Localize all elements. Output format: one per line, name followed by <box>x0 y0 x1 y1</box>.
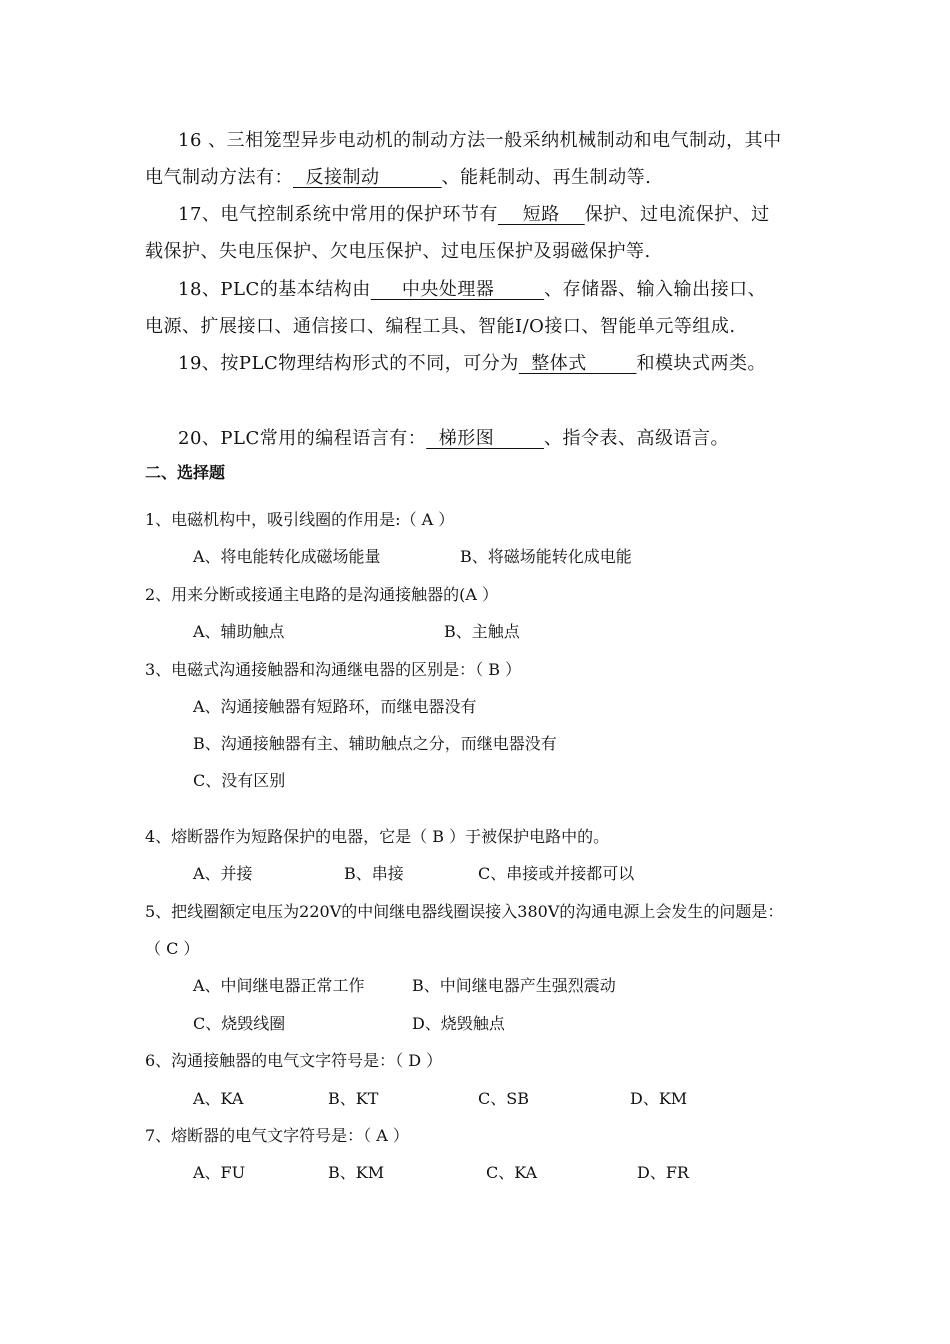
question-1-stem: 1、电磁机构中，吸引线圈的作用是:（ A ） <box>145 510 455 529</box>
question-6-option-d: D、KM <box>630 1089 688 1108</box>
question-5-answer: （ C ） <box>145 939 200 958</box>
question-2-stem: 2、用来分断或接通主电路的是沟通接触器的(A ） <box>145 585 499 604</box>
question-5-option-a: A、中间继电器正常工作 <box>193 976 365 995</box>
question-1-option-a: A、将电能转化成磁场能量 <box>193 547 381 566</box>
fill-18-line2 <box>145 312 736 338</box>
fill-18-text-b: 、存储器、输入输出接口、 <box>544 279 767 300</box>
question-3-stem: 3、电磁式沟通接触器和沟通继电器的区别是：（ B ） <box>145 660 522 679</box>
question-2-option-a: A、辅助触点 <box>193 622 285 641</box>
question-7-option-a: A、FU <box>193 1163 246 1182</box>
question-7-option-d: D、FR <box>637 1163 689 1182</box>
fill-19-line1 <box>178 349 766 375</box>
fill-17-answer: 短路 <box>497 204 585 225</box>
fill-16-line2 <box>145 163 651 189</box>
question-6-stem: 6、沟通接触器的电气文字符号是：（ D ） <box>145 1051 443 1070</box>
fill-18-line1 <box>178 275 766 301</box>
fill-19-answer: 整体式 <box>518 353 637 374</box>
question-5-stem: 5、把线圈额定电压为220V的中间继电器线圈误接入380V的沟通电源上会发生的问题是： <box>145 902 784 921</box>
question-3-option-a: A、沟通接触器有短路环，而继电器没有 <box>193 697 477 716</box>
fill-18-text-a: 18、PLC的基本结构由 <box>178 279 371 300</box>
fill-20-text-a: 20、PLC常用的编程语言有： <box>178 428 427 449</box>
question-5-option-d: D、烧毁触点 <box>412 1014 505 1033</box>
question-2-option-b: B、主触点 <box>444 622 520 641</box>
question-7-stem: 7、熔断器的电气文字符号是：（ A ） <box>145 1126 409 1145</box>
question-4-option-a: A、并接 <box>193 864 253 883</box>
question-4-stem: 4、熔断器作为短路保护的电器，它是（ B ）于被保护电路中的。 <box>145 827 610 846</box>
question-5-option-b: B、中间继电器产生强烈震动 <box>412 976 616 995</box>
fill-18-answer: 中央处理器 <box>370 279 545 300</box>
question-6-option-c: C、SB <box>478 1089 529 1108</box>
fill-16-text-c: 、能耗制动、再生制动等. <box>441 167 652 188</box>
question-1-option-b: B、将磁场能转化成电能 <box>460 547 632 566</box>
question-4-option-c: C、串接或并接都可以 <box>478 864 635 883</box>
question-5-option-c: C、烧毁线圈 <box>193 1014 286 1033</box>
fill-16-text-a: 16 、三相笼型异步电动机的制动方法一般采纳机械制动和电气制动，其中 <box>178 130 782 151</box>
question-7-option-b: B、KM <box>328 1163 385 1182</box>
fill-19-text-a: 19、按PLC物理结构形式的不同，可分为 <box>178 353 519 374</box>
question-3-option-b: B、沟通接触器有主、辅助触点之分，而继电器没有 <box>193 734 557 753</box>
fill-16-answer: 反接制动 <box>293 167 442 188</box>
fill-16-text-b: 电气制动方法有： <box>145 167 293 188</box>
fill-17-line1 <box>178 200 770 226</box>
fill-17-text-b: 保护、过电流保护、过 <box>584 204 770 225</box>
fill-20-answer: 梯形图 <box>426 428 544 449</box>
fill-20-line1 <box>178 424 729 450</box>
fill-17-text-c: 载保护、失电压保护、欠电压保护、过电压保护及弱磁保护等. <box>145 241 651 262</box>
question-4-option-b: B、串接 <box>344 864 404 883</box>
fill-17-text-a: 17、电气控制系统中常用的保护环节有 <box>178 204 498 225</box>
question-6-option-b: B、KT <box>328 1089 379 1108</box>
fill-16-line1 <box>178 126 782 152</box>
question-6-option-a: A、KA <box>193 1089 244 1108</box>
fill-20-text-b: 、指令表、高级语言。 <box>543 428 729 449</box>
question-7-option-c: C、KA <box>486 1163 538 1182</box>
fill-17-line2 <box>145 237 651 263</box>
fill-19-text-b: 和模块式两类。 <box>636 353 766 374</box>
section-title: 二、选择题 <box>145 463 226 482</box>
question-3-option-c: C、没有区别 <box>193 771 286 790</box>
fill-18-text-c: 电源、扩展接口、通信接口、编程工具、智能I/O接口、智能单元等组成. <box>145 316 736 337</box>
